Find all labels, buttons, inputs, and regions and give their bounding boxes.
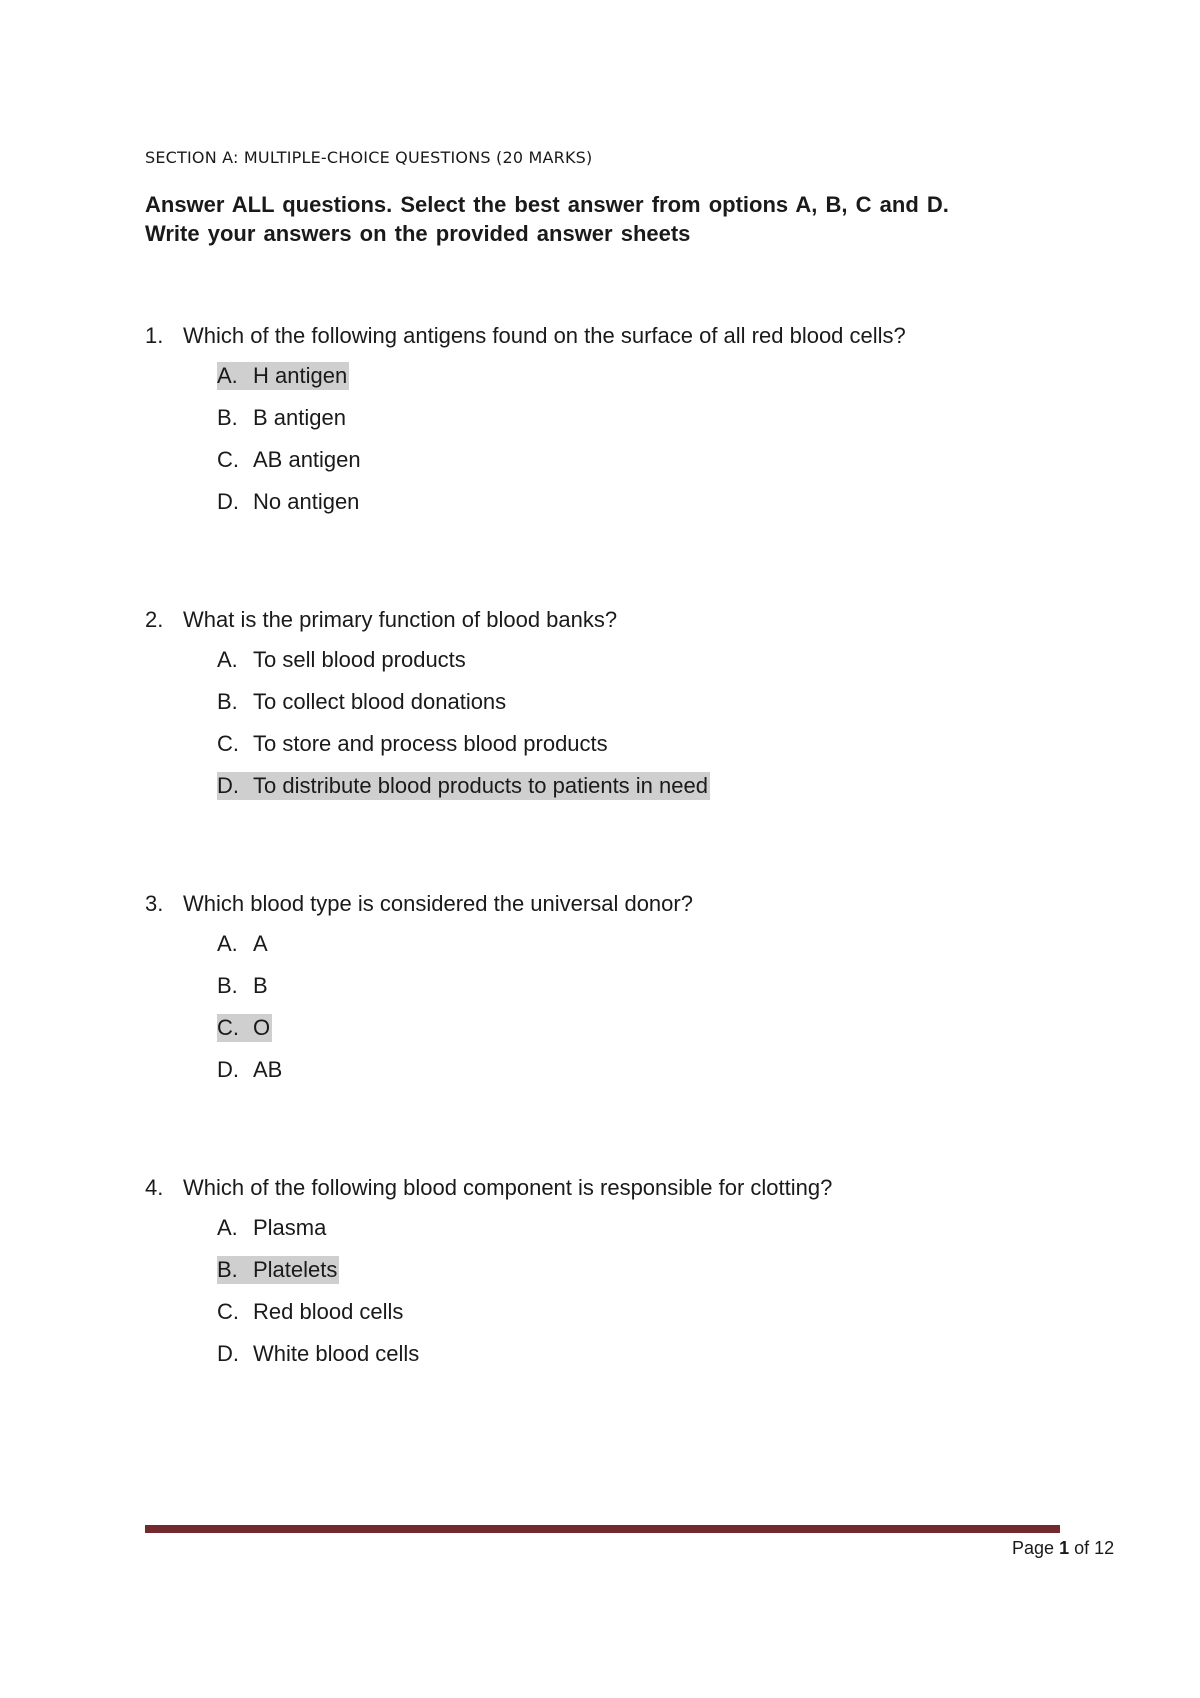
option-letter: A. xyxy=(217,1215,238,1240)
total-pages: 12 xyxy=(1094,1538,1115,1558)
question-text: Which of the following antigens found on the surface of all red blood cells? xyxy=(183,323,906,348)
question-text: What is the primary function of blood banks? xyxy=(183,607,618,632)
footer-divider xyxy=(145,1525,1060,1533)
instructions-line-2: Write your answers on the provided answer sheets xyxy=(145,221,691,246)
option-letter: A. xyxy=(217,931,238,956)
option-text: B antigen xyxy=(253,405,346,430)
option-letter: A. xyxy=(217,363,238,388)
option-text: O xyxy=(253,1015,271,1040)
option-text: White blood cells xyxy=(253,1341,420,1366)
question-text: Which of the following blood component is responsible for clotting? xyxy=(183,1175,833,1200)
option-b xyxy=(217,972,1105,1000)
instructions-line-1: Answer ALL questions. Select the best answer from options A, B, C and D. xyxy=(145,192,949,217)
option-b xyxy=(217,404,1105,432)
question-number: 2. xyxy=(145,607,164,632)
option-a xyxy=(217,646,1105,674)
question-4 xyxy=(145,1174,1105,1382)
option-letter: D. xyxy=(217,489,239,514)
option-d xyxy=(217,488,1105,516)
option-a xyxy=(217,362,1105,390)
options-list xyxy=(145,646,1105,800)
options-list xyxy=(145,930,1105,1084)
option-letter: B. xyxy=(217,973,238,998)
current-page: 1 xyxy=(1059,1538,1070,1558)
option-text: Red blood cells xyxy=(253,1299,404,1324)
option-text: To store and process blood products xyxy=(253,731,608,756)
option-text: A xyxy=(253,931,268,956)
option-text: AB xyxy=(253,1057,283,1082)
instructions xyxy=(145,190,1055,248)
option-letter: D. xyxy=(217,1057,239,1082)
option-letter: C. xyxy=(217,1299,239,1324)
option-c xyxy=(217,730,1105,758)
option-text: To distribute blood products to patients in need xyxy=(253,773,708,798)
option-letter: C. xyxy=(217,447,239,472)
option-c xyxy=(217,1014,1105,1042)
option-a xyxy=(217,930,1105,958)
page-label: Page xyxy=(1012,1538,1055,1558)
options-list xyxy=(145,362,1105,516)
option-letter: C. xyxy=(217,1015,239,1040)
question-number: 1. xyxy=(145,323,164,348)
option-d xyxy=(217,1056,1105,1084)
question-1 xyxy=(145,322,1105,530)
option-d xyxy=(217,1340,1105,1368)
option-text: H antigen xyxy=(253,363,348,388)
option-letter: D. xyxy=(217,1341,239,1366)
option-b xyxy=(217,1256,1105,1284)
option-letter: B. xyxy=(217,405,238,430)
option-text: Platelets xyxy=(253,1257,338,1282)
option-text: B xyxy=(253,973,268,998)
option-d xyxy=(217,772,1105,800)
option-c xyxy=(217,1298,1105,1326)
option-text: Plasma xyxy=(253,1215,327,1240)
option-letter: A. xyxy=(217,647,238,672)
option-letter: B. xyxy=(217,1257,238,1282)
question-number: 4. xyxy=(145,1175,164,1200)
option-text: To sell blood products xyxy=(253,647,466,672)
option-text: No antigen xyxy=(253,489,360,514)
option-a xyxy=(217,1214,1105,1242)
of-label: of xyxy=(1074,1538,1090,1558)
question-number: 3. xyxy=(145,891,164,916)
option-text: AB antigen xyxy=(253,447,361,472)
question-text: Which blood type is considered the universal donor? xyxy=(183,891,693,916)
options-list xyxy=(145,1214,1105,1368)
option-letter: D. xyxy=(217,773,239,798)
question-2 xyxy=(145,606,1105,814)
option-letter: B. xyxy=(217,689,238,714)
option-letter: C. xyxy=(217,731,239,756)
question-3 xyxy=(145,890,1105,1098)
section-title: SECTION A: MULTIPLE-CHOICE QUESTIONS (20 MARKS) xyxy=(145,148,593,167)
option-c xyxy=(217,446,1105,474)
option-text: To collect blood donations xyxy=(253,689,507,714)
option-b xyxy=(217,688,1105,716)
page-number xyxy=(1012,1538,1114,1559)
